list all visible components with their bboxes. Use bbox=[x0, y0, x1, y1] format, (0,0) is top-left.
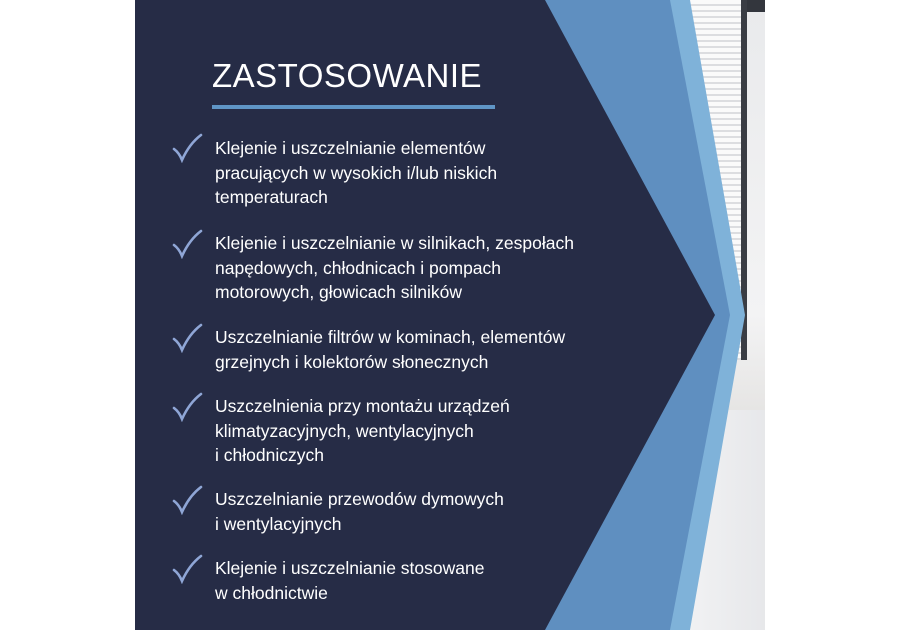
list-item bbox=[215, 136, 635, 210]
check-icon bbox=[171, 392, 203, 422]
list-item-line: Uszczelnianie filtrów w kominach, elementów bbox=[215, 327, 566, 347]
list-item bbox=[215, 394, 635, 468]
list-item-line: w chłodnictwie bbox=[215, 582, 328, 603]
list-item-line: i chłodniczych bbox=[215, 445, 324, 465]
list-item-line: grzejnych i kolektorów słonecznych bbox=[215, 351, 489, 372]
list-item-line: Klejenie i uszczelnianie w silnikach, zespołach bbox=[215, 233, 574, 253]
list-item bbox=[215, 556, 635, 605]
list-item bbox=[215, 325, 635, 374]
check-icon bbox=[171, 554, 203, 584]
list-item bbox=[215, 231, 635, 305]
title-underline bbox=[212, 105, 495, 109]
check-icon bbox=[171, 133, 203, 163]
list-item-line: Uszczelnianie przewodów dymowych bbox=[215, 489, 504, 509]
list-item-line: Uszczelnienia przy montażu urządzeń bbox=[215, 396, 510, 416]
section-title: ZASTOSOWANIE bbox=[212, 57, 483, 94]
check-icon bbox=[171, 229, 203, 259]
list-item-line: Klejenie i uszczelnianie stosowane bbox=[215, 558, 485, 578]
check-icon bbox=[171, 323, 203, 353]
list-item-line: motorowych, głowicach silników bbox=[215, 282, 463, 302]
list-item-line: i wentylacyjnych bbox=[215, 513, 342, 534]
list-item-line: pracujących w wysokich i/lub niskich bbox=[215, 162, 498, 183]
list-item bbox=[215, 487, 635, 536]
check-icon bbox=[171, 485, 203, 515]
infographic-panel bbox=[135, 0, 765, 630]
list-item-line: napędowych, chłodnicach i pompach bbox=[215, 257, 502, 278]
list-item-line: klimatyzacyjnych, wentylacyjnych bbox=[215, 420, 474, 441]
list-item-line: temperaturach bbox=[215, 187, 328, 207]
list-item-line: Klejenie i uszczelnianie elementów bbox=[215, 138, 486, 158]
